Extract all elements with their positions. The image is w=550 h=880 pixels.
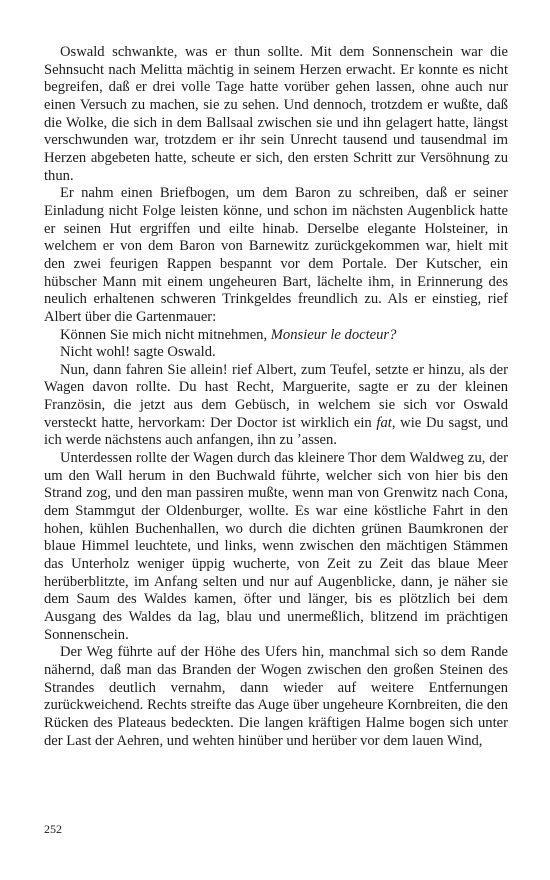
paragraph: Oswald schwankte, was er thun sollte. Mit dem Sonnenschein war die Sehnsucht nach Melitta mächtig in seinem Herzen erwacht. Er konnte es nicht begreifen, daß er drei volle Tage hatte vorüber gehen lassen, ohne auch nur einen Versuch zu machen, sie zu sehen. Und dennoch, trotzdem er wußte, daß die Wolke, die sich in dem Ballsaal zwischen sie und ihn gelagert hatte, längst verschwunden war, trotzdem er ihr sein Unrecht tausend und tausendmal im Herzen abgebeten hatte, scheute er sich, den ersten Schritt zur Versöhnung zu thun. — [44, 44, 508, 184]
text-run: Können Sie mich nicht mitnehmen, — [60, 326, 271, 343]
page-body — [44, 44, 508, 750]
paragraph: Er nahm einen Briefbogen, um dem Baron zu schreiben, daß er seiner Einladung nicht Folge leisten könne, und schon im nächsten Augenblick hatte er seinen Hut ergriffen und eilte hinab. Derselbe elegante Holsteiner, in welchem er von dem Baron von Barnewitz zurückgekommen war, hielt mit den zwei feurigen Rappen bespannt vor dem Portale. Der Kutscher, ein hübscher Mann mit einem ungeheuren Bart, lächelte ihm, in Erinnerung des neulich erhaltenen schweren Trinkgeldes freundlich zu. Als er einstieg, rief Albert über die Gartenmauer: — [44, 185, 508, 325]
page-number: 252 — [44, 822, 62, 836]
italic-phrase: Monsieur le docteur? — [270, 326, 397, 343]
paragraph: Nicht wohl! sagte Oswald. — [60, 344, 216, 361]
text-run: Nun, dann fahren Sie allein! rief Albert, zum Teufel, setzte er hinzu, als der Wagen davon rollte. Du hast Recht, Marguerite, sagte er zu der kleinen Französin, die jetzt aus dem Gebüsch, in welchem sie sich vor Oswald versteckt hatte, hervorkam: Der Doctor ist wirklich ein — [44, 361, 508, 431]
paragraph: Unterdessen rollte der Wagen durch das kleinere Thor dem Waldweg zu, der um den Wall herum in den Buchwald führte, welcher sich von hier bis den Strand zog, und den man passiren mußte, wenn man von Grenwitz nach Cona, dem Stammgut der Oldenburger, wollte. Es war eine köstliche Fahrt in den hohen, kühlen Buchenhallen, wo durch die dichten grünen Baumkronen der blaue Himmel leuchtete, und links, wenn zwischen den mächtigen Stämmen das Unterholz weniger üppig wucherte, von Zeit zu Zeit das blaue Meer herüberblitzte, im Anfang selten und nur auf Augenblicke, dann, je näher sie dem Saum des Waldes kamen, öfter und länger, bis es plötzlich bei dem Ausgang des Waldes da lag, blau und unermeßlich, blitzend im prächtigen Sonnenschein. — [44, 450, 508, 643]
paragraph — [44, 362, 508, 450]
paragraph — [44, 327, 508, 345]
paragraph: Der Weg führte auf der Höhe des Ufers hin, manchmal sich so dem Rande nähernd, daß man das Branden der Wogen zwischen den großen Steinen des Strandes deutlich vernahm, dann wieder auf weitere Entfernungen zurückweichend. Rechts streifte das Auge über ungeheure Kornbreiten, die den Rücken des Plateaus bedeckten. Die langen kräftigen Halme bogen sich unter der Last der Aehren, und wehten hinüber und herüber vor dem lauen Wind, — [44, 644, 508, 749]
italic-word: fat — [376, 414, 392, 431]
text-run: , wie Du sagst, und ich werde nächstens auch anfangen, ihn zu ʼassen. — [44, 414, 508, 449]
